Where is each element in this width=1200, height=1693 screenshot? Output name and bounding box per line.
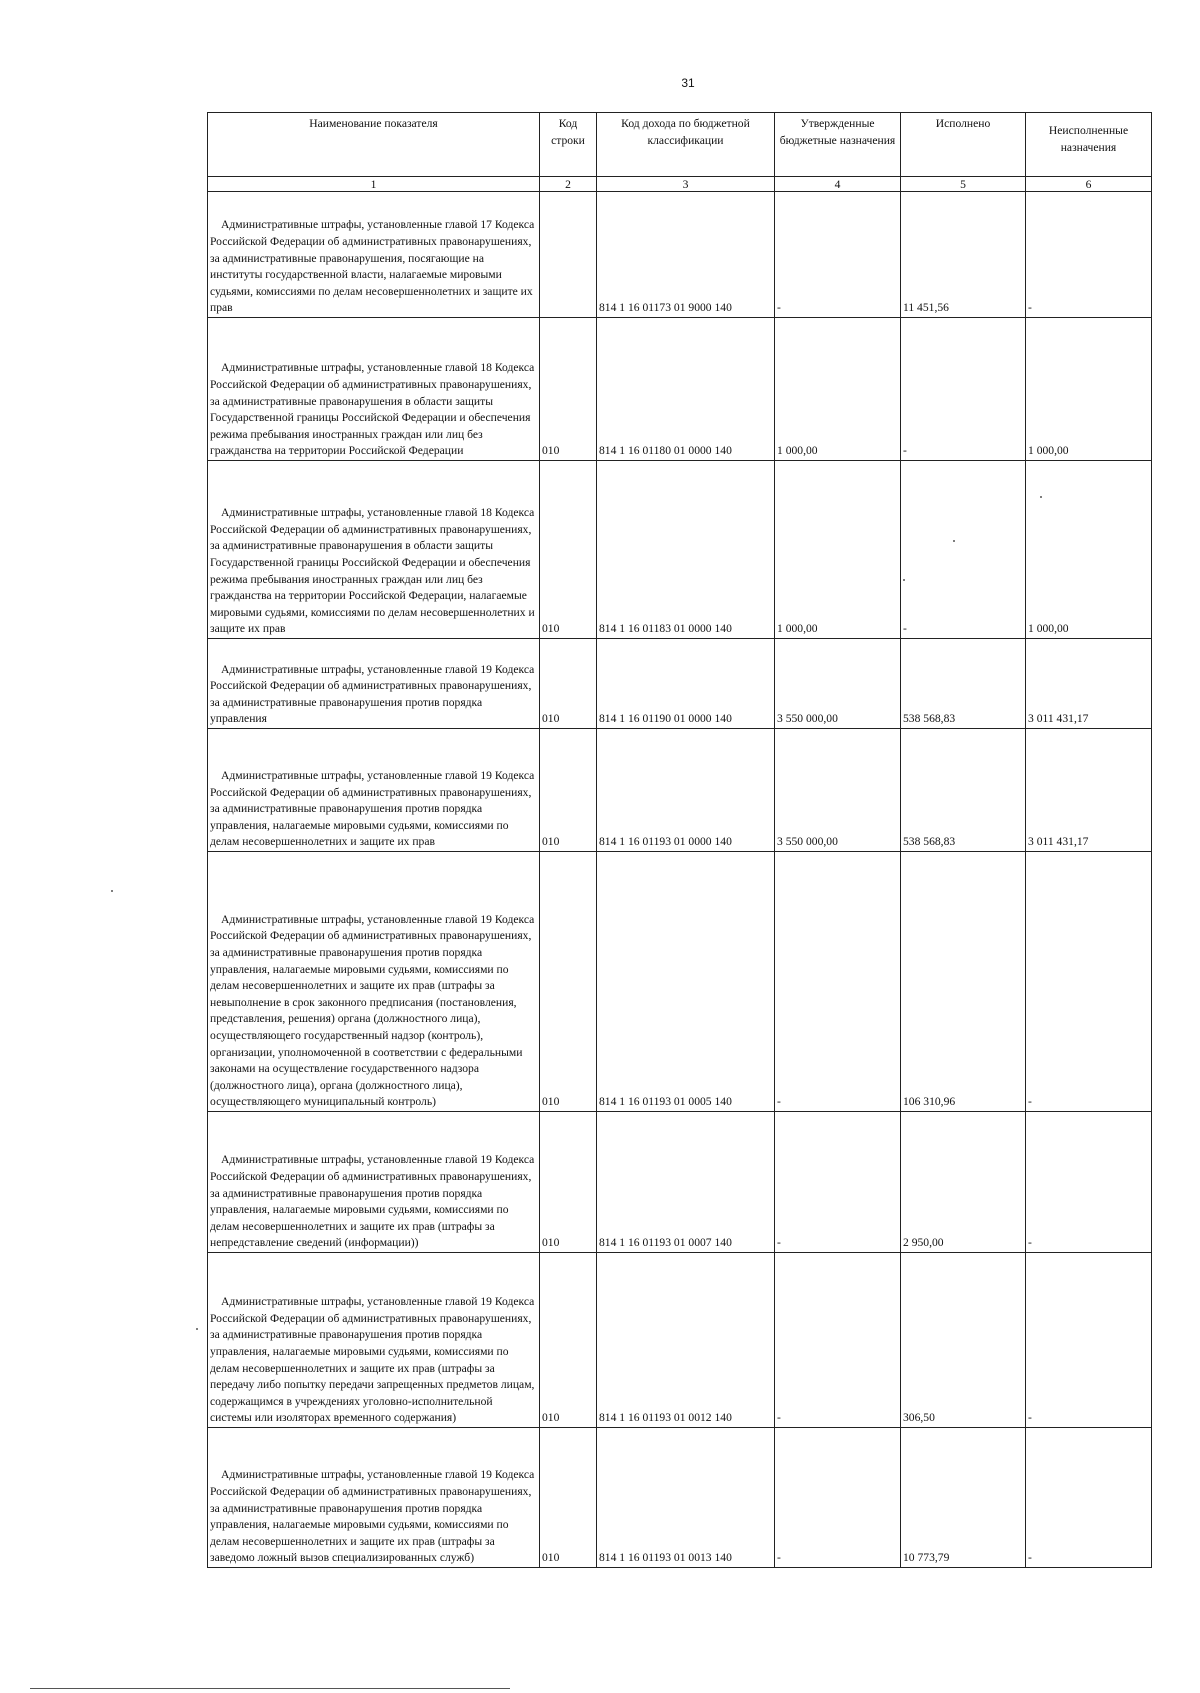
executed-amount: 538 568,83 — [901, 729, 1026, 852]
unexecuted-amount: 3 011 431,17 — [1026, 639, 1152, 729]
approved-amount: - — [775, 192, 901, 318]
table-header-row — [208, 113, 1152, 177]
unexecuted-amount: - — [1026, 192, 1152, 318]
scan-speck — [111, 890, 113, 892]
budget-income-table — [207, 112, 1152, 1568]
approved-amount: 1 000,00 — [775, 318, 901, 461]
approved-amount: - — [775, 1112, 901, 1253]
page-number: 31 — [681, 76, 695, 90]
indicator-name: Административные штрафы, установленные главой 18 Кодекса Российской Федерации об административных правонарушениях, за административные правонарушения в области защиты Государственной границы Российской Федерации и обеспечения режима пребывания иностранных граждан или лиц без гражданства на территории Российской Федерации — [208, 318, 540, 461]
column-number: 2 — [540, 177, 597, 192]
column-header: Исполнено — [901, 113, 1026, 177]
executed-amount: 11 451,56 — [901, 192, 1026, 318]
executed-amount: - — [901, 318, 1026, 461]
income-code: 814 1 16 01193 01 0000 140 — [597, 729, 775, 852]
bottom-rule — [30, 1688, 510, 1689]
executed-amount: 2 950,00 — [901, 1112, 1026, 1253]
line-code: 010 — [540, 318, 597, 461]
table-row — [208, 639, 1152, 729]
line-code: 010 — [540, 1112, 597, 1253]
indicator-name: Административные штрафы, установленные главой 19 Кодекса Российской Федерации об административных правонарушениях, за административные правонарушения против порядка управления, налагаемые мировыми судьями, комиссиями по делам несовершеннолетних и защите их прав (штрафы за заведомо ложный вызов специализированных служб) — [208, 1428, 540, 1568]
column-header: Код строки — [540, 113, 597, 177]
table-row — [208, 1428, 1152, 1568]
table-row — [208, 318, 1152, 461]
line-code: 010 — [540, 461, 597, 639]
table-row — [208, 852, 1152, 1112]
column-number: 4 — [775, 177, 901, 192]
indicator-name: Административные штрафы, установленные главой 19 Кодекса Российской Федерации об административных правонарушениях, за административные правонарушения против порядка управления, налагаемые мировыми судьями, комиссиями по делам несовершеннолетних и защите их прав (штрафы за невыполнение в срок законного предписания (постановления, представления, решения) органа (должностного лица), осуществляющего государственный надзор (контроль), организации, уполномоченной в соответствии с федеральными законами на осуществление государственного надзора (должностного лица), органа (должностного лица), осуществляющего муниципальный контроль) — [208, 852, 540, 1112]
approved-amount: 3 550 000,00 — [775, 729, 901, 852]
column-number: 3 — [597, 177, 775, 192]
indicator-name: Административные штрафы, установленные главой 18 Кодекса Российской Федерации об административных правонарушениях, за административные правонарушения в области защиты Государственной границы Российской Федерации и обеспечения режима пребывания иностранных граждан или лиц без гражданства на территории Российской Федерации, налагаемые мировыми судьями, комиссиями по делам несовершеннолетних и защите их прав — [208, 461, 540, 639]
unexecuted-amount: - — [1026, 852, 1152, 1112]
approved-amount: - — [775, 1428, 901, 1568]
income-code: 814 1 16 01193 01 0007 140 — [597, 1112, 775, 1253]
indicator-name: Административные штрафы, установленные главой 19 Кодекса Российской Федерации об административных правонарушениях, за административные правонарушения против порядка управления, налагаемые мировыми судьями, комиссиями по делам несовершеннолетних и защите их прав (штрафы за передачу либо попытку передачи запрещенных предметов лицам, содержащимся в учреждениях уголовно-исполнительной системы или изоляторах временного содержания) — [208, 1253, 540, 1428]
unexecuted-amount: 1 000,00 — [1026, 461, 1152, 639]
executed-amount: - — [901, 461, 1026, 639]
column-header: Код дохода по бюджетной классификации — [597, 113, 775, 177]
line-code: 010 — [540, 852, 597, 1112]
unexecuted-amount: 3 011 431,17 — [1026, 729, 1152, 852]
column-header: Утвержденные бюджетные назначения — [775, 113, 901, 177]
approved-amount: - — [775, 852, 901, 1112]
scan-speck — [953, 540, 955, 542]
scan-speck — [196, 1328, 198, 1330]
income-code: 814 1 16 01193 01 0013 140 — [597, 1428, 775, 1568]
income-code: 814 1 16 01180 01 0000 140 — [597, 318, 775, 461]
income-code: 814 1 16 01183 01 0000 140 — [597, 461, 775, 639]
line-code: 010 — [540, 1253, 597, 1428]
unexecuted-amount: 1 000,00 — [1026, 318, 1152, 461]
unexecuted-amount: - — [1026, 1253, 1152, 1428]
unexecuted-amount: - — [1026, 1112, 1152, 1253]
unexecuted-amount: - — [1026, 1428, 1152, 1568]
line-code — [540, 192, 597, 318]
income-code: 814 1 16 01193 01 0012 140 — [597, 1253, 775, 1428]
indicator-name: Административные штрафы, установленные главой 19 Кодекса Российской Федерации об административных правонарушениях, за административные правонарушения против порядка управления, налагаемые мировыми судьями, комиссиями по делам несовершеннолетних и защите их прав (штрафы за непредставление сведений (информации)) — [208, 1112, 540, 1253]
table-row — [208, 729, 1152, 852]
column-number: 1 — [208, 177, 540, 192]
indicator-name: Административные штрафы, установленные главой 19 Кодекса Российской Федерации об административных правонарушениях, за административные правонарушения против порядка управления — [208, 639, 540, 729]
indicator-name: Административные штрафы, установленные главой 17 Кодекса Российской Федерации об административных правонарушениях, за административные правонарушения, посягающие на институты государственной власти, налагаемые мировыми судьями, комиссиями по делам несовершеннолетних и защите их прав — [208, 192, 540, 318]
column-header: Неисполненные назначения — [1026, 113, 1152, 177]
executed-amount: 106 310,96 — [901, 852, 1026, 1112]
table-row — [208, 461, 1152, 639]
income-code: 814 1 16 01173 01 9000 140 — [597, 192, 775, 318]
column-number: 6 — [1026, 177, 1152, 192]
approved-amount: - — [775, 1253, 901, 1428]
column-header: Наименование показателя — [208, 113, 540, 177]
column-number: 5 — [901, 177, 1026, 192]
column-number-row — [208, 177, 1152, 192]
scan-speck — [903, 579, 905, 581]
approved-amount: 3 550 000,00 — [775, 639, 901, 729]
executed-amount: 10 773,79 — [901, 1428, 1026, 1568]
table-row — [208, 1253, 1152, 1428]
indicator-name: Административные штрафы, установленные главой 19 Кодекса Российской Федерации об административных правонарушениях, за административные правонарушения против порядка управления, налагаемые мировыми судьями, комиссиями по делам несовершеннолетних и защите их прав — [208, 729, 540, 852]
table-row — [208, 1112, 1152, 1253]
executed-amount: 306,50 — [901, 1253, 1026, 1428]
scan-speck — [1040, 496, 1042, 498]
line-code: 010 — [540, 1428, 597, 1568]
income-code: 814 1 16 01190 01 0000 140 — [597, 639, 775, 729]
line-code: 010 — [540, 729, 597, 852]
income-code: 814 1 16 01193 01 0005 140 — [597, 852, 775, 1112]
table-row — [208, 192, 1152, 318]
approved-amount: 1 000,00 — [775, 461, 901, 639]
executed-amount: 538 568,83 — [901, 639, 1026, 729]
line-code: 010 — [540, 639, 597, 729]
